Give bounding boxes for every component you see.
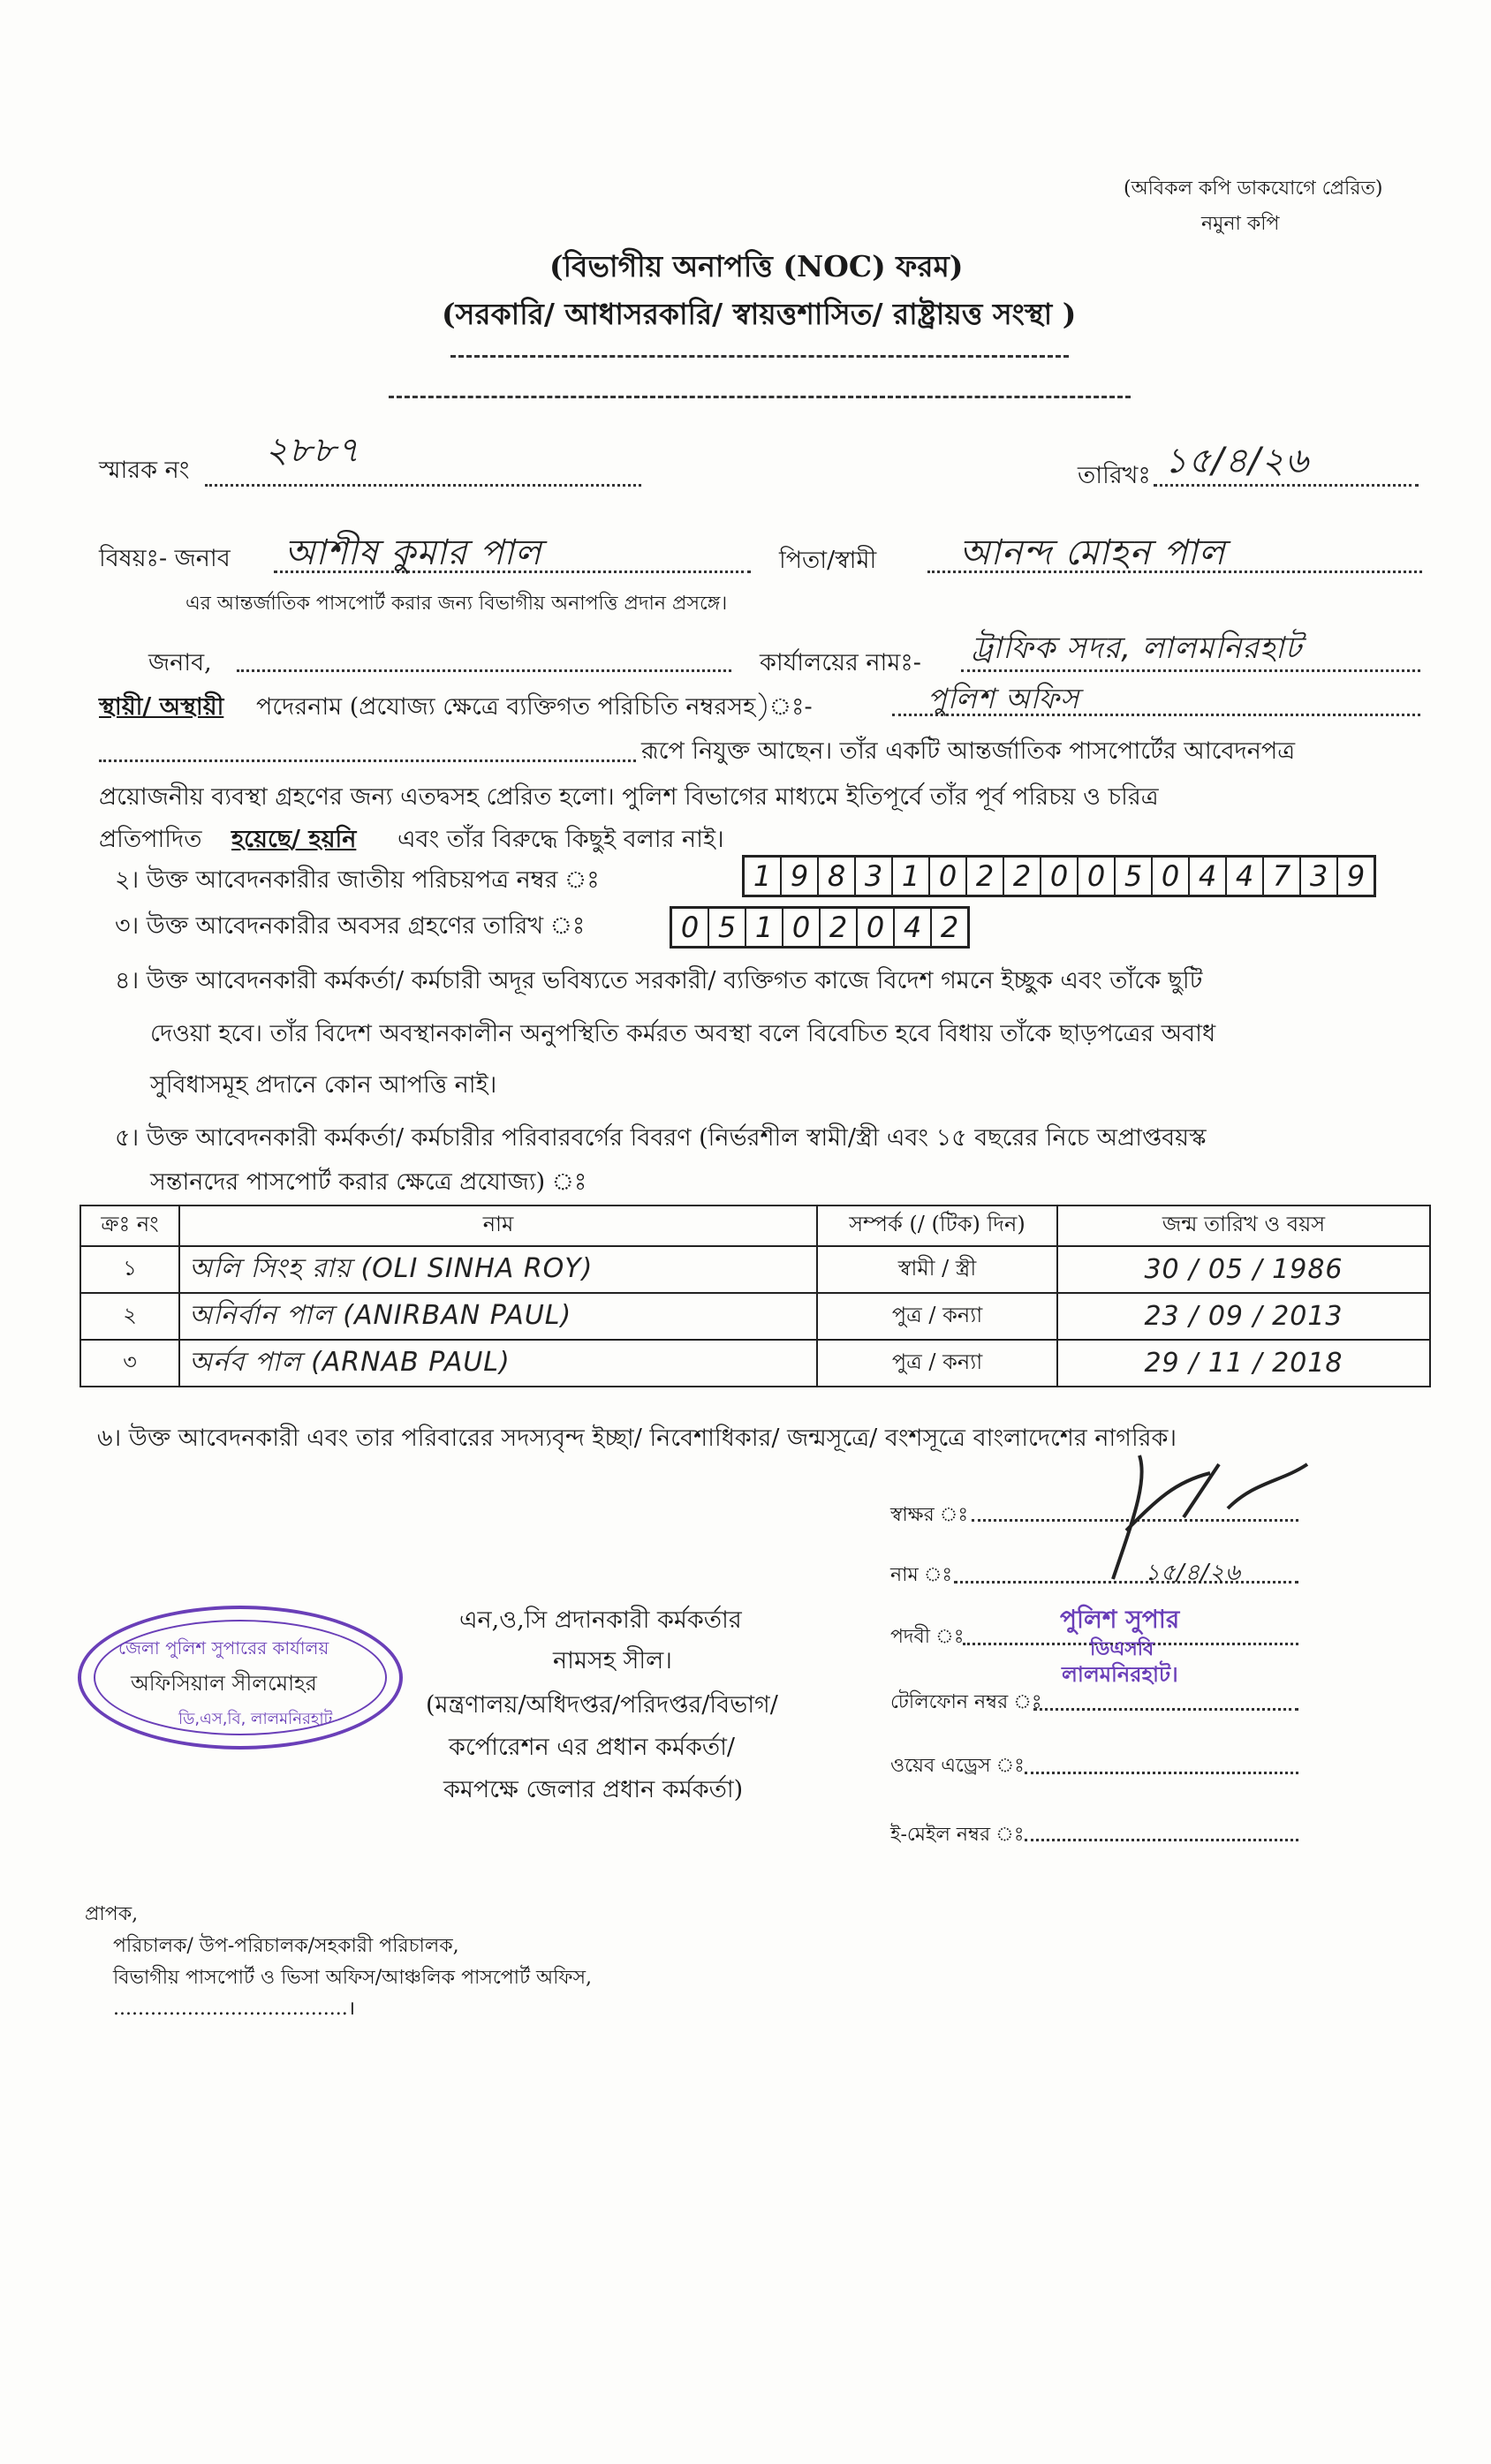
nid-digit: 2 [1004,858,1041,895]
family-table [79,1205,1431,1387]
table-row [80,1246,1430,1293]
applicant-name: আশীষ কুমার পাল [284,533,542,573]
memo-number: ২৮৮৭ [265,430,360,471]
sample-copy-label: নমুনা কপি [1201,213,1280,235]
nid-digit: 4 [1227,858,1264,895]
retirement-digit: 0 [858,909,895,946]
row-serial: ১ [80,1246,179,1293]
row-serial: ৩ [80,1340,179,1387]
item5-line2: সন্তানদের পাসপোর্ট করার ক্ষেত্রে প্রযোজ্য) ঃ [150,1168,587,1196]
nid-digit: 1 [745,858,782,895]
nid-digit: 0 [1079,858,1116,895]
retirement-digit: 0 [672,909,709,946]
stamp-line-2: ডিএসবি [1090,1638,1154,1660]
nid-digit: 7 [1264,858,1301,895]
sign-date: ১৫/৪/২৬ [1145,1560,1241,1586]
row-dob: 30 / 05 / 1986 [1057,1246,1430,1293]
office-value: ট্রাফিক সদর, লালমনিরহাট [972,631,1303,666]
nid-digit: 3 [856,858,893,895]
retirement-digit: 4 [895,909,932,946]
col-dob: জন্ম তারিখ ও বয়স [1057,1206,1430,1246]
item5-line1: ৫। উক্ত আবেদনকারী কর্মকর্তা/ কর্মচারীর পরিবারবর্গের বিবরণ (নির্ভরশীল স্বামী/স্ত্রী এবং ১৫ বছরের নিচে অপ্রাপ্তবয়স্ক [115,1124,1207,1152]
post-label: পদবী ঃ [890,1626,965,1648]
issuer-line-4: কর্পোরেশন এর প্রধান কর্মকর্তা/ [449,1734,736,1761]
item6-text: ৬। উক্ত আবেদনকারী এবং তার পরিবারের সদস্যবৃন্দ ইচ্ছা/ নিবেশাধিকার/ জন্মসূত্রে/ বংশসূত্রে বাংলাদেশের নাগরিক। [97,1425,1177,1452]
nid-digit: 4 [1190,858,1227,895]
nid-boxes [742,855,1376,897]
web-line [1025,1772,1298,1774]
retirement-digit: 0 [783,909,821,946]
table-row [80,1340,1430,1387]
nid-digit: 5 [1116,858,1153,895]
row-serial: ২ [80,1293,179,1340]
memo-date: ১৫/৪/২৬ [1164,441,1309,481]
seal-text-top: জেলা পুলিশ সুপারের কার্যালয় [118,1637,329,1659]
para1-line5-a: প্রতিপাদিত [99,826,202,853]
issuer-line-3: (মন্ত্রণালয়/অধিদপ্তর/পরিদপ্তর/বিভাগ/ [426,1691,778,1719]
name-label: নাম ঃ [890,1564,953,1586]
form-title: (বিভাগীয় অনাপত্তি (NOC) ফরম) [549,249,964,283]
memo-label: স্মারক নং [99,457,190,484]
recipient-label: প্রাপক, [85,1903,139,1925]
official-seal [78,1606,403,1750]
stamp-line-3: লালমনিরহাট। [1062,1662,1178,1687]
para1-line5-c: এবং তাঁর বিরুদ্ধে কিছুই বলার নাই। [397,826,724,853]
name-line [954,1581,1298,1583]
permanent-temporary: স্থায়ী/ অস্থায়ী [99,693,224,721]
seal-text-bottom: ডি,এস,বি, লালমনিরহাট [178,1710,333,1728]
office-label: কার্যালয়ের নামঃ- [760,649,921,676]
row-name: অর্নব পাল (ARNAB PAUL) [179,1340,817,1387]
stamp-line-1: পুলিশ সুপার [1060,1605,1180,1634]
row-relation: পুত্র / কন্যা [817,1293,1057,1340]
subject-line-2: এর আন্তর্জাতিক পাসপোর্ট করার জন্য বিভাগীয় অনাপত্তি প্রদান প্রসঙ্গে। [185,593,728,615]
nid-digit: 9 [1346,859,1366,893]
row-name: অলি সিংহ রায় (OLI SINHA ROY) [179,1246,817,1293]
issuer-line-5: কমপক্ষে জেলার প্রধান কর্মকর্তা) [443,1776,744,1803]
subject-label: বিষয়ঃ- জনাব [99,545,231,572]
divider [450,355,1069,358]
retirement-digit: 2 [821,909,858,946]
para1-line3: রূপে নিযুক্ত আছেন। তাঁর একটি আন্তর্জাতিক পাসপোর্টের আবেদনপত্র [641,737,1296,765]
col-serial: ক্রঃ নং [80,1206,179,1246]
nid-label: ২। উক্ত আবেদনকারীর জাতীয় পরিচয়পত্র নম্বর ঃ [115,866,600,894]
janab-line [237,669,731,672]
nid-digit: 1 [893,858,930,895]
para1-line4: প্রয়োজনীয় ব্যবস্থা গ্রহণের জন্য এতদ্বসহ প্রেরিত হলো। পুলিশ বিভাগের মাধ্যমে ইতিপূর্বে তাঁর পূর্ব পরিচয় ও চরিত্র [99,783,1159,811]
row-relation: স্বামী / স্ত্রী [817,1246,1057,1293]
form-subtitle: (সরকারি/ আধাসরকারি/ স্বায়ত্তশাসিত/ রাষ্ট্রায়ত্ত সংস্থা ) [442,297,1077,331]
nid-digit: 3 [1301,858,1338,895]
designation-value: পুলিশ অফিস [927,682,1080,715]
nid-digit: 8 [819,858,856,895]
divider [389,396,1131,398]
memo-line [205,484,641,487]
father-label: পিতা/স্বামী [779,547,877,574]
col-relation: সম্পর্ক (/ (টিক) দিন) [817,1206,1057,1246]
nid-digit: 9 [782,858,819,895]
copy-note: (অবিকল কপি ডাকযোগে প্রেরিত) [1124,178,1383,200]
row-name: অনির্বান পাল (ANIRBAN PAUL) [179,1293,817,1340]
issuer-line-2: নামসহ সীল। [553,1647,672,1674]
janab-label: জনাব, [148,649,212,676]
recipient-line-2: বিভাগীয় পাসপোর্ট ও ভিসা অফিস/আঞ্চলিক পাসপোর্ট অফিস, [113,1967,592,1989]
col-name: নাম [179,1206,817,1246]
recipient-line-3: ......................................। [113,1998,356,2020]
retirement-digit: 5 [709,909,746,946]
table-row [80,1293,1430,1340]
retirement-date-boxes [670,906,970,949]
phone-label: টেলিফোন নম্বর ঃ [890,1691,1042,1713]
designation-label: পদেরনাম (প্রযোজ্য ক্ষেত্রে ব্যক্তিগত পরিচিতি নম্বরসহ)ঃ- [256,693,813,721]
recipient-line-1: পরিচালক/ উপ-পরিচালক/সহকারী পরিচালক, [113,1935,459,1957]
father-name: আনন্দ মোহন পাল [959,533,1226,573]
item4-line3: সুবিধাসমূহ প্রদানে কোন আপত্তি নাই। [150,1071,497,1099]
email-label: ই-মেইল নম্বর ঃ [890,1824,1025,1846]
date-label: তারিখঃ [1078,462,1151,489]
row-dob: 23 / 09 / 2013 [1057,1293,1430,1340]
nid-digit: 0 [930,858,967,895]
nid-digit: 0 [1153,858,1190,895]
row-relation: পুত্র / কন্যা [817,1340,1057,1387]
signature-label: স্বাক্ষর ঃ [890,1504,969,1526]
web-label: ওয়েব এড্রেস ঃ [890,1755,1025,1777]
item4-line2: দেওয়া হবে। তাঁর বিদেশ অবস্থানকালীন অনুপস্থিতি কর্মরত অবস্থা বলে বিবেচিত হবে বিধায় তাঁকে ছাড়পত্রের অবাধ [150,1020,1216,1047]
email-line [1025,1839,1298,1841]
nid-digit: 2 [967,858,1004,895]
nid-digit: 0 [1041,858,1079,895]
seal-label: অফিসিয়াল সীলমোহর [131,1671,317,1696]
retirement-digit: 1 [746,909,783,946]
retirement-digit: 2 [940,911,959,944]
retirement-label: ৩। উক্ত আবেদনকারীর অবসর গ্রহণের তারিখ ঃ [115,912,586,940]
item4-line1: ৪। উক্ত আবেদনকারী কর্মকর্তা/ কর্মচারী অদূর ভবিষ্যতে সরকারী/ ব্যক্তিগত কাজে বিদেশ গমনে ইচ্ছুক এবং তাঁকে ছুটি [115,967,1203,994]
blank-line [99,760,636,762]
row-dob: 29 / 11 / 2018 [1057,1340,1430,1387]
para1-line5-b: হয়েছে/ হয়নি [231,826,357,853]
issuer-line-1: এন,ও,সি প্রদানকারী কর্মকর্তার [459,1606,742,1634]
phone-line [1033,1708,1298,1711]
